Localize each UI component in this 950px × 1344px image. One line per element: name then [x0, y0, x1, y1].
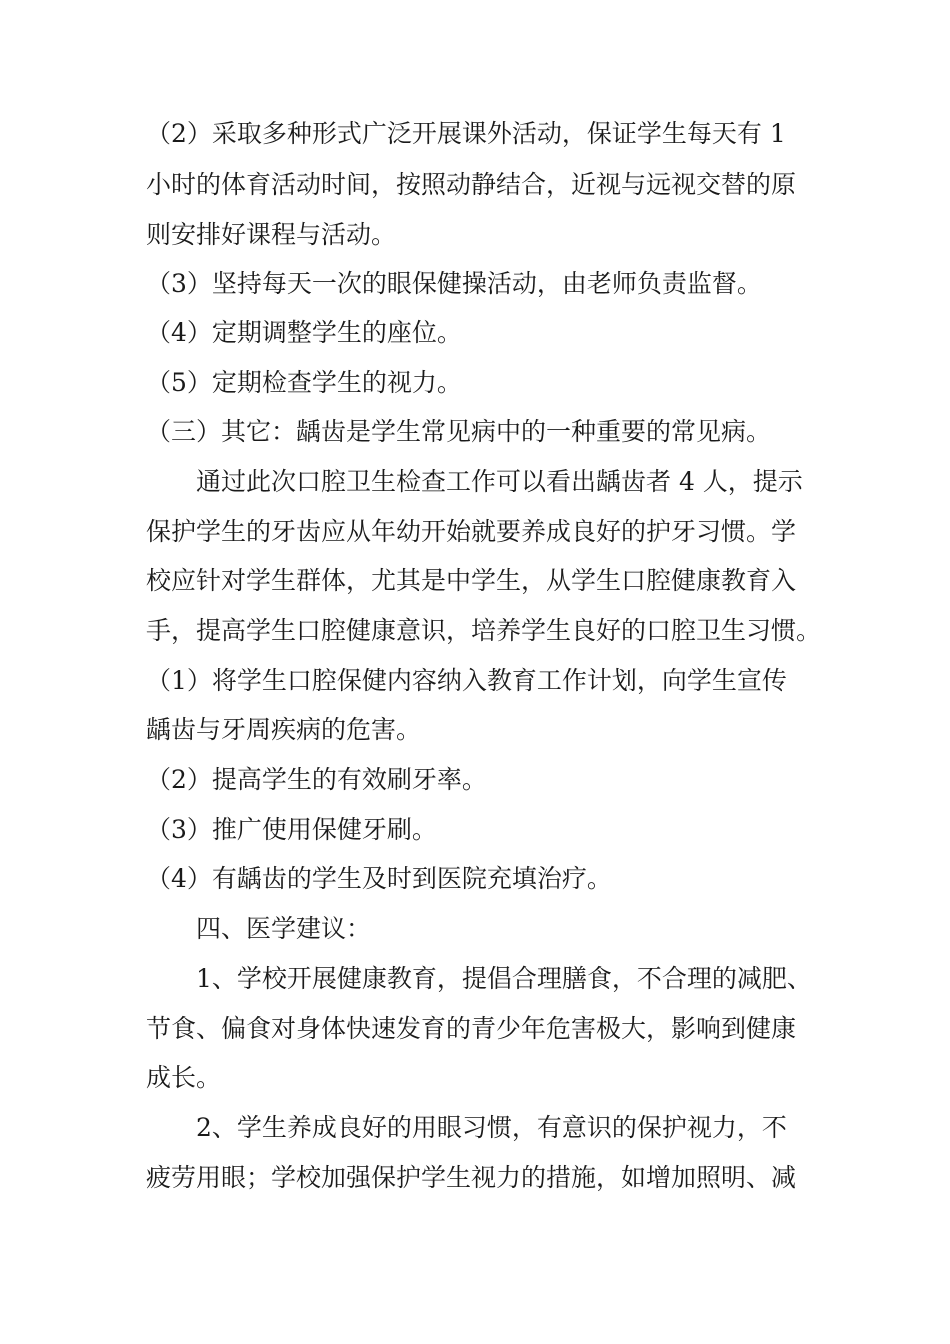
section-heading: （三）其它：龋齿是学生常见病中的一种重要的常见病。 [146, 417, 772, 446]
text-line: （3）推广使用保健牙刷。 [146, 815, 437, 844]
text-line: 龋齿与牙周疾病的危害。 [146, 715, 422, 744]
text-line: 小时的体育活动时间，按照动静结合，近视与远视交替的原 [146, 170, 797, 199]
section-heading: 四、医学建议： [196, 914, 372, 943]
text-line: （2）提高学生的有效刷牙率。 [146, 765, 487, 794]
text-line: 疲劳用眼；学校加强保护学生视力的措施，如增加照明、减 [146, 1163, 797, 1192]
text-line: （4）有龋齿的学生及时到医院充填治疗。 [146, 864, 612, 893]
text-line: 通过此次口腔卫生检查工作可以看出龋齿者 4 人，提示 [196, 467, 803, 496]
text-line: 节食、偏食对身体快速发育的青少年危害极大，影响到健康 [146, 1014, 797, 1043]
text-line: （5）定期检查学生的视力。 [146, 368, 462, 397]
text-line: 成长。 [146, 1063, 222, 1092]
text-line: 保护学生的牙齿应从年幼开始就要养成良好的护牙习惯。学 [146, 517, 797, 546]
text-line: 手，提高学生口腔健康意识，培养学生良好的口腔卫生习惯。 [146, 616, 822, 645]
text-line: 校应针对学生群体，尤其是中学生，从学生口腔健康教育入 [146, 566, 797, 595]
text-line: （2）采取多种形式广泛开展课外活动，保证学生每天有 1 [146, 119, 786, 148]
text-line: 2、学生养成良好的用眼习惯，有意识的保护视力，不 [196, 1113, 787, 1142]
text-line: （4）定期调整学生的座位。 [146, 318, 462, 347]
text-line: （1）将学生口腔保健内容纳入教育工作计划，向学生宣传 [146, 666, 787, 695]
text-line: 1、学校开展健康教育，提倡合理膳食，不合理的减肥、 [196, 964, 812, 993]
text-line: （3）坚持每天一次的眼保健操活动，由老师负责监督。 [146, 269, 762, 298]
text-line: 则安排好课程与活动。 [146, 220, 397, 249]
